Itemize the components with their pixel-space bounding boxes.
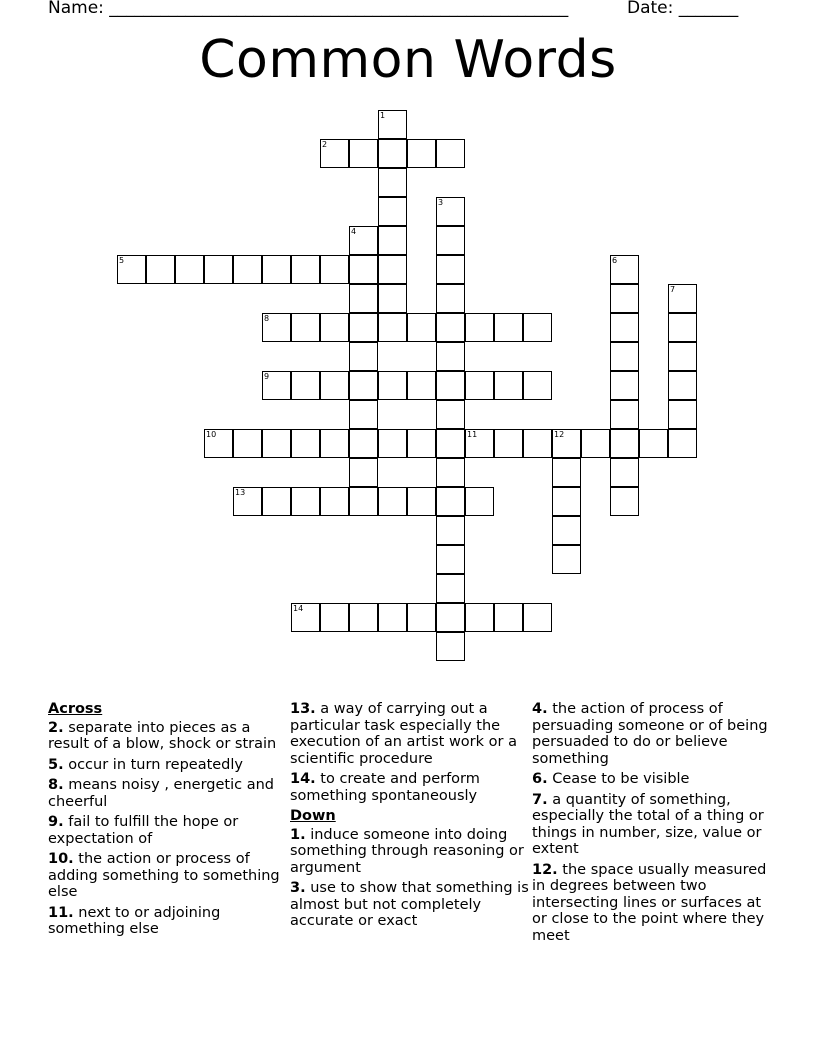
grid-cell[interactable] xyxy=(320,371,349,400)
clue-number: 10. xyxy=(48,851,74,867)
grid-cell[interactable] xyxy=(291,487,320,516)
clue-text: separate into pieces as a result of a blow, shock or strain xyxy=(48,719,277,752)
clue-text: means noisy , energetic and cheerful xyxy=(48,777,274,810)
clue-down-4 xyxy=(532,701,772,767)
cell-number: 3 xyxy=(438,198,444,207)
cell-number: 1 xyxy=(380,111,386,120)
grid-cell[interactable] xyxy=(436,342,465,371)
grid-cell[interactable] xyxy=(436,603,465,632)
grid-cell[interactable] xyxy=(233,429,262,458)
grid-cell[interactable] xyxy=(552,487,581,516)
grid-cell[interactable] xyxy=(668,429,697,458)
grid-cell[interactable] xyxy=(320,603,349,632)
grid-cell[interactable] xyxy=(668,284,697,313)
cell-number: 5 xyxy=(119,256,125,265)
clue-across-2 xyxy=(48,720,288,753)
grid-cell[interactable] xyxy=(465,313,494,342)
grid-cell[interactable] xyxy=(349,255,378,284)
grid-cell[interactable] xyxy=(668,313,697,342)
grid-cell[interactable] xyxy=(610,458,639,487)
grid-cell[interactable] xyxy=(320,255,349,284)
cell-number: 13 xyxy=(235,488,246,497)
grid-cell[interactable] xyxy=(436,255,465,284)
grid-cell[interactable] xyxy=(494,313,523,342)
clue-text: Cease to be visible xyxy=(552,771,690,787)
grid-cell[interactable] xyxy=(175,255,204,284)
cell-number: 9 xyxy=(264,372,270,381)
clue-number: 7. xyxy=(532,791,548,808)
clue-number: 6. xyxy=(532,771,548,787)
grid-cell[interactable] xyxy=(552,429,581,458)
grid-cell[interactable] xyxy=(320,313,349,342)
grid-cell[interactable] xyxy=(436,632,465,661)
clue-number: 12. xyxy=(532,861,558,878)
across-heading: Across xyxy=(48,701,103,717)
grid-cell[interactable] xyxy=(610,284,639,313)
grid-cell[interactable] xyxy=(407,429,436,458)
grid-cell[interactable] xyxy=(610,342,639,371)
clue-across-14 xyxy=(290,771,530,804)
clue-text: the action or process of adding something to something else xyxy=(48,851,280,900)
grid-cell[interactable] xyxy=(204,255,233,284)
clue-text: a way of carrying out a particular task especially the execution of an artist work or a scientific procedure xyxy=(290,701,517,767)
grid-cell[interactable] xyxy=(610,400,639,429)
grid-cell[interactable] xyxy=(668,342,697,371)
grid-cell[interactable] xyxy=(465,487,494,516)
grid-cell[interactable] xyxy=(610,313,639,342)
grid-cell[interactable] xyxy=(523,313,552,342)
clue-text: induce someone into doing something through reasoning or argument xyxy=(290,826,524,876)
grid-cell[interactable] xyxy=(378,139,407,168)
grid-cell[interactable] xyxy=(320,429,349,458)
clue-text: a quantity of something, especially the total of a thing or things in number, size, value or extent xyxy=(532,791,764,857)
clue-number: 2. xyxy=(48,719,64,736)
grid-cell[interactable] xyxy=(378,226,407,255)
grid-cell[interactable] xyxy=(436,371,465,400)
grid-cell[interactable] xyxy=(320,139,349,168)
page-title: Common Words xyxy=(199,30,617,90)
grid-cell[interactable] xyxy=(378,197,407,226)
clue-text: next to or adjoining something else xyxy=(48,904,221,937)
grid-cell[interactable] xyxy=(523,429,552,458)
grid-cell[interactable] xyxy=(494,371,523,400)
name-field[interactable]: Name: ______________________________________________________ xyxy=(48,0,569,18)
grid-cell[interactable] xyxy=(349,429,378,458)
grid-cell[interactable] xyxy=(494,429,523,458)
grid-cell[interactable] xyxy=(262,313,291,342)
grid-cell[interactable] xyxy=(320,487,349,516)
grid-cell[interactable] xyxy=(436,226,465,255)
grid-cell[interactable] xyxy=(494,603,523,632)
date-field[interactable]: Date: _______ xyxy=(627,0,739,18)
grid-cell[interactable] xyxy=(349,458,378,487)
clue-number: 4. xyxy=(532,701,548,717)
grid-cell[interactable] xyxy=(552,516,581,545)
grid-cell[interactable] xyxy=(436,429,465,458)
grid-cell[interactable] xyxy=(436,545,465,574)
grid-cell[interactable] xyxy=(436,313,465,342)
grid-cell[interactable] xyxy=(407,139,436,168)
clue-number: 8. xyxy=(48,777,64,793)
grid-cell[interactable] xyxy=(262,429,291,458)
grid-cell[interactable] xyxy=(378,284,407,313)
clue-number: 14. xyxy=(290,771,316,787)
clue-across-10 xyxy=(48,851,288,901)
clue-down-1 xyxy=(290,827,530,877)
grid-cell[interactable] xyxy=(436,574,465,603)
grid-cell[interactable] xyxy=(378,255,407,284)
grid-cell[interactable] xyxy=(291,429,320,458)
grid-cell[interactable] xyxy=(349,313,378,342)
cell-number: 12 xyxy=(554,430,565,439)
grid-cell[interactable] xyxy=(436,458,465,487)
grid-cell[interactable] xyxy=(378,313,407,342)
grid-cell[interactable] xyxy=(523,371,552,400)
grid-cell[interactable] xyxy=(291,313,320,342)
grid-cell[interactable] xyxy=(349,400,378,429)
cell-number: 14 xyxy=(293,604,304,613)
grid-cell[interactable] xyxy=(233,255,262,284)
clue-across-11 xyxy=(48,905,288,938)
cell-number: 7 xyxy=(670,285,676,294)
grid-cell[interactable] xyxy=(291,371,320,400)
grid-cell[interactable] xyxy=(407,313,436,342)
grid-cell[interactable] xyxy=(407,487,436,516)
grid-cell[interactable] xyxy=(581,429,610,458)
clue-text: occur in turn repeatedly xyxy=(68,756,243,773)
grid-cell[interactable] xyxy=(262,255,291,284)
grid-cell[interactable] xyxy=(465,603,494,632)
cell-number: 10 xyxy=(206,430,217,439)
grid-cell[interactable] xyxy=(668,371,697,400)
grid-cell[interactable] xyxy=(349,226,378,255)
clue-number: 9. xyxy=(48,814,64,830)
grid-cell[interactable] xyxy=(378,371,407,400)
cell-number: 4 xyxy=(351,227,357,236)
grid-cell[interactable] xyxy=(349,603,378,632)
grid-cell[interactable] xyxy=(436,197,465,226)
clue-across-13 xyxy=(290,701,530,767)
grid-cell[interactable] xyxy=(610,371,639,400)
grid-cell[interactable] xyxy=(552,545,581,574)
cell-number: 11 xyxy=(467,430,478,439)
grid-cell[interactable] xyxy=(407,371,436,400)
grid-cell[interactable] xyxy=(146,255,175,284)
grid-cell[interactable] xyxy=(349,342,378,371)
grid-cell[interactable] xyxy=(378,168,407,197)
clue-down-12 xyxy=(532,862,772,945)
clue-column-3 xyxy=(532,701,772,948)
grid-cell[interactable] xyxy=(204,429,233,458)
grid-cell[interactable] xyxy=(349,284,378,313)
clue-number: 13. xyxy=(290,701,316,717)
grid-cell[interactable] xyxy=(349,487,378,516)
grid-cell[interactable] xyxy=(291,255,320,284)
clue-text: use to show that something is almost but not completely accurate or exact xyxy=(290,880,529,929)
grid-cell[interactable] xyxy=(610,487,639,516)
grid-cell[interactable] xyxy=(378,429,407,458)
clue-number: 3. xyxy=(290,880,306,896)
grid-cell[interactable] xyxy=(436,400,465,429)
grid-cell[interactable] xyxy=(436,516,465,545)
grid-cell[interactable] xyxy=(639,429,668,458)
clue-across-9 xyxy=(48,814,288,847)
grid-cell[interactable] xyxy=(378,603,407,632)
clue-down-3 xyxy=(290,880,530,930)
clue-column-2 xyxy=(290,701,530,934)
grid-cell[interactable] xyxy=(233,487,262,516)
cell-number: 8 xyxy=(264,314,270,323)
grid-cell[interactable] xyxy=(349,139,378,168)
grid-cell[interactable] xyxy=(465,429,494,458)
clue-text: the space usually measured in degrees between two intersecting lines or surfaces at or close to the point where they meet xyxy=(532,861,767,944)
grid-cell[interactable] xyxy=(436,487,465,516)
cell-number: 6 xyxy=(612,256,618,265)
grid-cell[interactable] xyxy=(436,284,465,313)
clue-text: fail to fulfill the hope or expectation of xyxy=(48,814,239,847)
grid-cell[interactable] xyxy=(407,603,436,632)
clue-number: 1. xyxy=(290,826,306,843)
clue-down-7 xyxy=(532,792,772,858)
grid-cell[interactable] xyxy=(552,458,581,487)
grid-cell[interactable] xyxy=(291,603,320,632)
clue-number: 5. xyxy=(48,756,64,773)
grid-cell[interactable] xyxy=(436,139,465,168)
grid-cell[interactable] xyxy=(465,371,494,400)
grid-cell[interactable] xyxy=(349,371,378,400)
clue-text: the action of process of persuading someone or of being persuaded to do or believe something xyxy=(532,701,768,767)
clue-number: 11. xyxy=(48,904,74,921)
grid-cell[interactable] xyxy=(117,255,146,284)
grid-cell[interactable] xyxy=(262,487,291,516)
clue-column-1 xyxy=(48,701,288,942)
grid-cell[interactable] xyxy=(378,110,407,139)
cell-number: 2 xyxy=(322,140,328,149)
grid-cell[interactable] xyxy=(523,603,552,632)
grid-cell[interactable] xyxy=(610,255,639,284)
clue-text: to create and perform something spontaneously xyxy=(290,771,480,804)
grid-cell[interactable] xyxy=(262,371,291,400)
grid-cell[interactable] xyxy=(610,429,639,458)
clue-down-6 xyxy=(532,771,772,788)
grid-cell[interactable] xyxy=(668,400,697,429)
down-heading: Down xyxy=(290,808,336,824)
clue-across-8 xyxy=(48,777,288,810)
grid-cell[interactable] xyxy=(378,487,407,516)
clue-across-5 xyxy=(48,757,288,774)
